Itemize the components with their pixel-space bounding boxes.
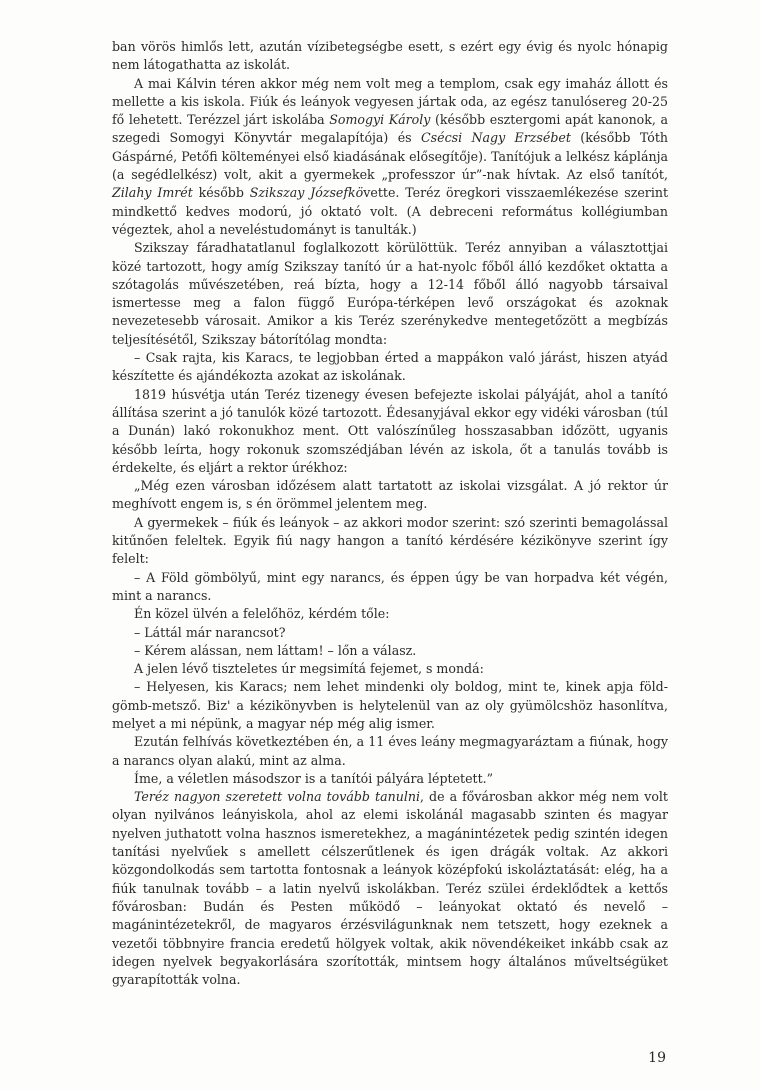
text-run: (később esztergomi apát kanonok, a szegedi Somogyi Könyvtár megalapítója) és <box>112 112 668 146</box>
text-run: A jelen lévő tiszteletes úr megsimítá fejemet, s mondá: <box>134 661 484 677</box>
paragraph <box>112 386 668 477</box>
paragraph <box>112 38 668 75</box>
text-run: 1819 húsvétja után Teréz tizenegy évesen befejezte iskolai pályáját, ahol a tanító állítása szerint a jó tanulók közé tartozott. Édesanyjával ekkor egy vidéki városban (túl a Dunán) lakó rokonukhoz ment. Ott valószínűleg hosszasabban időzött, ugyanis később leírta, hogy rokonuk szomszédjában lévén az iskola, őt a tanulás tovább is érdekelte, és eljárt a rektor úrékhoz: <box>112 386 668 475</box>
text-run: A gyermekek – fiúk és leányok – az akkori modor szerint: szó szerinti bemagolással kitűnően feleltek. Egyik fiú nagy hangon a tanító kérdésére kézikönyve szerint így felelt: <box>112 514 668 567</box>
paragraph <box>112 569 668 606</box>
paragraph <box>112 660 668 678</box>
text-run: Ezután felhívás következtében én, a 11 éves leány megmagyaráztam a fiúnak, hogy a narancs olyan alakú, mint az alma. <box>112 734 668 768</box>
paragraph <box>112 788 668 989</box>
body-text <box>112 38 668 989</box>
italic-name: Csécsi Nagy Erzsébet <box>421 130 571 146</box>
paragraph <box>112 770 668 788</box>
text-run: Szikszay fáradhatatlanul foglalkozott körülöttük. Teréz annyiban a választottjai közé tartozott, hogy amíg Szikszay tanító úr a hat-nyolc főből álló kezdőket oktatta a szótagolás művészetében, reá bízta, hogy a 12-14 főből álló nagyobb társaival ismertesse meg a falon függő Európa-térképen levő országokat és azoknak nevezetesebb városait. Amikor a kis Teréz szerénykedve mentegetőzött a megbízás teljesítésétől, Szikszay bátorítólag mondta: <box>112 240 668 347</box>
text-run: A mai Kálvin téren akkor még nem volt meg a templom, csak egy imaház állott és mellette a kis iskola. Fiúk és leányok vegyesen jártak oda, az egész tanulósereg 20-25 fő lehetett. Terézzel járt iskolába <box>112 75 668 128</box>
text-run: – A Föld gömbölyű, mint egy narancs, és éppen úgy be van horpadva két végén, mint a narancs. <box>112 569 668 603</box>
text-run: Én közel ülvén a felelőhöz, kérdém tőle: <box>134 606 390 622</box>
text-run: Íme, a véletlen másodszor is a tanítói pályára léptetett.” <box>134 770 494 786</box>
text-run: később <box>192 185 250 201</box>
text-run: – Helyesen, kis Karacs; nem lehet mindenki oly boldog, mint te, kinek apja föld-gömb-metsző. Biz' a kézikönyvben is helytelenül van az oly gyümölcshöz hasonlítva, melyet a mi népünk, a magyar nép még alig ismer. <box>112 679 668 731</box>
text-run: – Csak rajta, kis Karacs, te legjobban érted a mappákon való járást, hiszen atyád készítette és ajándékozta azokat az iskolának. <box>112 350 668 384</box>
text-run: , de a fővárosban akkor még nem volt olyan nyilvános leányiskola, ahol az elemi iskolánál magasabb szinten és magyar nyelven juthatott volna hasznos ismeretekhez, a magánintézetek pedig szintén idegen tanítási nyelvűek s amellett célszerűtlenek és igen drágák voltak. Az akkori közgondolkodás sem tartotta fontosnak a leányok középfokú iskoláztatását: elég, ha a fiúk tanulnak tovább – a latin nyelvű iskolákban. Teréz szülei érdeklődtek a kettős fővárosban: Budán és Pesten működő – leányokat oktató és nevelő – magánintézetekről, de magyaros érzésvilágunknak nem tetszett, hogy ezeknek a vezetői többnyire francia eredetű hölgyek voltak, akik növendékeiket inkább csak az idegen nyelvek begyakorlására szorították, mintsem hogy általános műveltségüket gyarapították volna. <box>112 789 668 988</box>
text-run: ban vörös himlős lett, azután vízibetegségbe esett, s ezért egy évig és nyolc hónapig nem látogathatta az iskolát. <box>112 39 668 73</box>
text-run: – Láttál már narancsot? <box>134 624 286 640</box>
italic-name: Szikszay Józsefkö <box>249 185 364 201</box>
italic-name: Zilahy Imrét <box>112 185 193 201</box>
paragraph <box>112 624 668 642</box>
paragraph <box>112 678 668 733</box>
text-run: „Még ezen városban időzésem alatt tartatott az iskolai vizsgálat. A jó rektor úr meghívott engem is, s én örömmel jelentem meg. <box>112 478 668 512</box>
paragraph <box>112 239 668 349</box>
paragraph <box>112 733 668 770</box>
page-number: 19 <box>648 1050 666 1066</box>
paragraph <box>112 349 668 386</box>
text-run: vette. Teréz öregkori visszaemlékezése szerint mindkettő kedves modorú, jó oktató volt. (A debreceni református kollégiumban végeztek, ahol a neveléstudományt is tanulták.) <box>112 185 669 237</box>
italic-name: Teréz nagyon szeretett volna tovább tanulni <box>134 789 420 805</box>
paragraph <box>112 75 668 240</box>
text-run: – Kérem alássan, nem láttam! – lőn a válasz. <box>134 642 417 658</box>
paragraph <box>112 605 668 623</box>
paragraph <box>112 514 668 569</box>
paragraph <box>112 477 668 514</box>
text-run: (később Tóth Gáspárné, Petőfi költeményei első kiadásának elősegítője). Tanítójuk a lelkész káplánja (a segédlelkész) volt, akit a gyermekek „professzor úr”-nak hívtak. Az első tanítót, <box>112 130 668 183</box>
paragraph <box>112 642 668 660</box>
italic-name: Somogyi Károly <box>329 112 431 128</box>
